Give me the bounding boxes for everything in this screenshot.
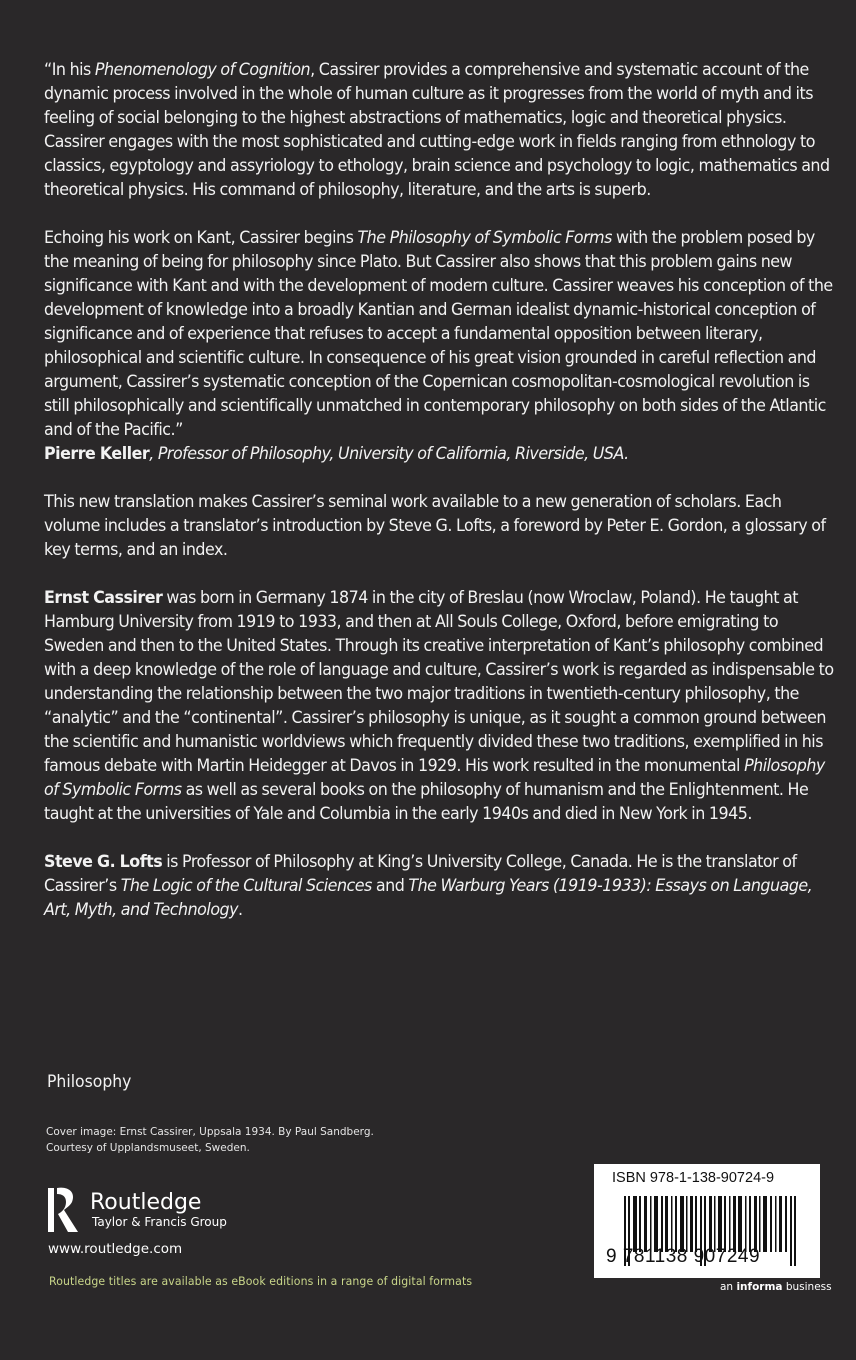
translator-bio-lofts <box>44 850 835 922</box>
publisher-website-link[interactable]: www.routledge.com <box>48 1241 183 1257</box>
bio-lofts-text-1: is Professor of Philosophy at King’s University College, Canada. He is the translator of Cassirer’s <box>44 852 797 896</box>
routledge-r-logo-icon <box>48 1186 82 1234</box>
author-bio-cassirer <box>44 586 835 826</box>
informa-prefix: an <box>720 1281 737 1293</box>
isbn-label: ISBN 978-1-138-90724-9 <box>612 1170 775 1186</box>
informa-brand: informa <box>736 1281 783 1293</box>
isbn-barcode-box <box>594 1164 820 1278</box>
author-name-cassirer: Ernst Cassirer <box>44 588 163 608</box>
translation-note: This new translation makes Cassirer’s seminal work available to a new generation of scholars. Each volume includes a translator’s introduction by Steve G. Lofts, a foreword by Peter E. Gordon, a glossary of key terms, and an index. <box>44 492 826 560</box>
ebook-availability-note: Routledge titles are available as eBook editions in a range of digital formats <box>49 1274 473 1288</box>
endorser-title: , Professor of Philosophy, University of California, Riverside, USA. <box>149 444 629 464</box>
endorsement-paragraph-1 <box>44 58 835 202</box>
endorsement-text-1: , Cassirer provides a comprehensive and systematic account of the dynamic process involved in the whole of human culture as it progresses from the world of myth and its feeling of social belonging to the highest abstractions of mathematics, logic and theoretical physics. Cassirer engages with the most sophisticated and cutting-edge work in fields ranging from ethnology to classics, egyptology and assyriology to ethology, brain science and psychology to logic, mathematics and theoretical physics. His command of philosophy, literature, and the arts is superb. <box>44 60 830 200</box>
publisher-logo <box>48 1186 227 1234</box>
bio-lofts-text-2: and <box>371 876 409 896</box>
informa-suffix: business <box>782 1281 832 1293</box>
bio-lofts-end: . <box>238 900 243 920</box>
back-cover-text <box>44 58 835 946</box>
publisher-group: Taylor & Francis Group <box>92 1215 227 1229</box>
book-title-logic-cultural-sciences: The Logic of the Cultural Sciences <box>120 876 372 896</box>
translator-name: Steve G. Lofts <box>44 852 163 872</box>
book-title-symbolic-forms-bio: Philosophy of Symbolic Forms <box>44 756 825 800</box>
barcode-digits: 9 781138 907249 <box>606 1246 761 1267</box>
book-title-symbolic-forms: The Philosophy of Symbolic Forms <box>357 228 612 248</box>
book-title-warburg-years: The Warburg Years (1919-1933): Essays on Language, Art, Myth, and Technology <box>44 876 813 920</box>
endorsement-text-2a: Echoing his work on Kant, Cassirer begins <box>44 228 358 248</box>
cover-image-credit <box>46 1124 374 1156</box>
credit-line-2: Courtesy of Upplandsmuseet, Sweden. <box>46 1142 250 1154</box>
book-title-phenomenology: Phenomenology of Cognition <box>94 60 311 80</box>
quote-open-text: “In his <box>44 60 95 80</box>
bio-cassirer-text-2: as well as several books on the philosophy of humanism and the Enlightenment. He taught at the universities of Yale and Columbia in the early 1940s and died in New York in 1945. <box>44 780 809 824</box>
endorsement-paragraph-2 <box>44 226 835 466</box>
bio-cassirer-text-1: was born in Germany 1874 in the city of Breslau (now Wroclaw, Poland). He taught at Hamburg University from 1919 to 1933, and then at All Souls College, Oxford, before emigrating to Sweden and then to the United States. Through its creative interpretation of Kant’s philosophy combined with a deep knowledge of the role of language and culture, Cassirer’s work is regarded as indispensable to understanding the relationship between the two major traditions in twentieth-century philosophy, the “analytic” and the “continental”. Cassirer’s philosophy is unique, as it sought a common ground between the scientific and humanistic worldviews which frequently divided these two traditions, exemplified in his famous debate with Martin Heidegger at Davos in 1929. His work resulted in the monumental <box>44 588 834 776</box>
informa-business-tagline <box>720 1281 832 1293</box>
subject-category: Philosophy <box>47 1072 132 1092</box>
publisher-name: Routledge <box>90 1190 202 1215</box>
endorsement-text-2b: with the problem posed by the meaning of being for philosophy since Plato. But Cassirer also shows that this problem gains new significance with Kant and with the development of modern culture. Cassirer weaves his conception of the development of knowledge into a broadly Kantian and German idealist dynamic-historical conception of significance and of experience that refuses to accept a fundamental opposition between literary, philosophical and scientific culture. In consequence of his great vision grounded in careful reflection and argument, Cassirer’s systematic conception of the Copernican cosmopolitan-cosmological revolution is still philosophically and scientifically unmatched in contemporary philosophy on both sides of the Atlantic and of the Pacific.” <box>44 228 833 440</box>
credit-line-1: Cover image: Ernst Cassirer, Uppsala 1934. By Paul Sandberg. <box>46 1126 374 1138</box>
endorser-name: Pierre Keller <box>44 444 150 464</box>
